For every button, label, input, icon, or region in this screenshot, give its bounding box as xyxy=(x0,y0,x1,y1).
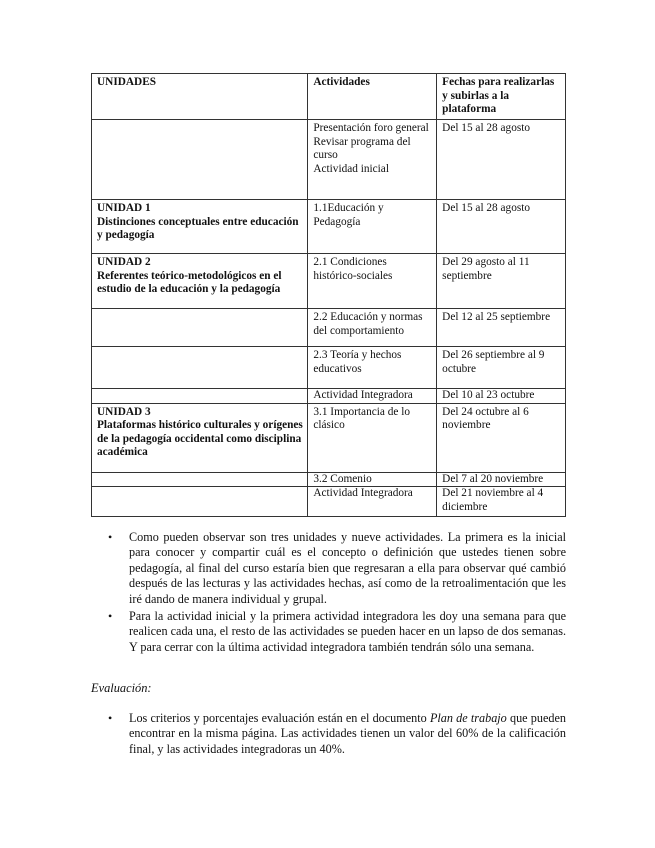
header-units: UNIDADES xyxy=(92,74,308,120)
activity-cell: Actividad Integradora xyxy=(308,389,437,404)
activity-text: Presentación foro general xyxy=(313,122,429,134)
dates-cell: Del 15 al 28 agosto xyxy=(437,200,566,254)
header-activities: Actividades xyxy=(308,74,437,120)
list-item xyxy=(108,530,566,607)
dates-cell: Del 10 al 23 octubre xyxy=(437,389,566,404)
unit-cell xyxy=(92,309,308,347)
activity-text: Actividad inicial xyxy=(313,162,389,175)
bullet-icon: • xyxy=(108,711,113,725)
unit-cell xyxy=(92,120,308,200)
note-text: Para la actividad inicial y la primera actividad integradora les doy una semana para que realicen cada una, el resto de las actividades se pueden hacer en un lapso de dos semanas. Y para cerrar con la última actividad integradora también tendrán sólo una semana. xyxy=(129,609,566,654)
table-row xyxy=(92,487,566,517)
table-row xyxy=(92,403,566,472)
dates-cell: Del 24 octubre al 6 noviembre xyxy=(437,403,566,472)
activity-text: Revisar programa del curso xyxy=(313,135,411,162)
evaluation-bullet-list xyxy=(108,711,566,757)
unit-cell: UNIDAD 3 Plataformas histórico culturales y orígenes de la pedagogía occidental como disciplina académica xyxy=(92,403,308,472)
activity-cell: 2.1 Condiciones histórico-sociales xyxy=(308,254,437,309)
list-item xyxy=(108,711,566,757)
unit-cell xyxy=(92,472,308,487)
evaluation-text-end: que pueden encontrar en la misma página. Las actividades tienen un valor del 60% de la calificación final, y las actividades integradoras un 40%. xyxy=(129,711,566,756)
activity-cell: Actividad Integradora xyxy=(308,487,437,517)
evaluation-heading: Evaluación: xyxy=(91,681,152,695)
unit-cell xyxy=(92,389,308,404)
table-row xyxy=(92,347,566,389)
dates-cell: Del 26 septiembre al 9 octubre xyxy=(437,347,566,389)
list-item xyxy=(108,609,566,655)
note-text: Como pueden observar son tres unidades y nueve actividades. La primera es la inicial para conocer y compartir cuál es el concepto o definición que ustedes tienen sobre pedagogía, al final del curso estaría bien que regresaran a ella para observar qué cambió después de las lecturas y las actividades hechas, así como de la retroalimentación que les iré dando de manera individual y grupal. xyxy=(129,530,566,606)
table-row xyxy=(92,200,566,254)
units-schedule-table xyxy=(91,73,566,517)
activity-cell: 3.1 Importancia de lo clásico xyxy=(308,403,437,472)
dates-cell: Del 15 al 28 agosto xyxy=(437,120,566,200)
header-dates: Fechas para realizarlas y subirlas a la plataforma xyxy=(437,74,566,120)
bullet-icon: • xyxy=(108,609,113,624)
unit-cell xyxy=(92,347,308,389)
notes-bullet-list xyxy=(108,530,566,655)
table-row xyxy=(92,389,566,404)
dates-cell: Del 7 al 20 noviembre xyxy=(437,472,566,487)
unit-cell xyxy=(92,487,308,517)
activity-cell: 2.3 Teoría y hechos educativos xyxy=(308,347,437,389)
document-title: Plan de trabajo xyxy=(429,711,507,725)
dates-cell: Del 29 agosto al 11 septiembre xyxy=(437,254,566,309)
activity-cell xyxy=(308,120,437,200)
bullet-icon: • xyxy=(108,530,113,544)
evaluation-text-start: Los criterios y porcentajes evaluación están en el documento xyxy=(129,711,430,725)
table-row xyxy=(92,309,566,347)
activity-cell: 1.1Educación y Pedagogía xyxy=(308,200,437,254)
table-header-row xyxy=(92,74,566,120)
activity-cell: 2.2 Educación y normas del comportamiento xyxy=(308,309,437,347)
activity-cell: 3.2 Comenio xyxy=(308,472,437,487)
table-row xyxy=(92,254,566,309)
dates-cell: Del 12 al 25 septiembre xyxy=(437,309,566,347)
table-row xyxy=(92,120,566,200)
dates-cell: Del 21 noviembre al 4 diciembre xyxy=(437,487,566,517)
table-row xyxy=(92,472,566,487)
unit-cell: UNIDAD 1 Distinciones conceptuales entre educación y pedagogía xyxy=(92,200,308,254)
unit-cell: UNIDAD 2 Referentes teórico-metodológicos en el estudio de la educación y la pedagogía xyxy=(92,254,308,309)
